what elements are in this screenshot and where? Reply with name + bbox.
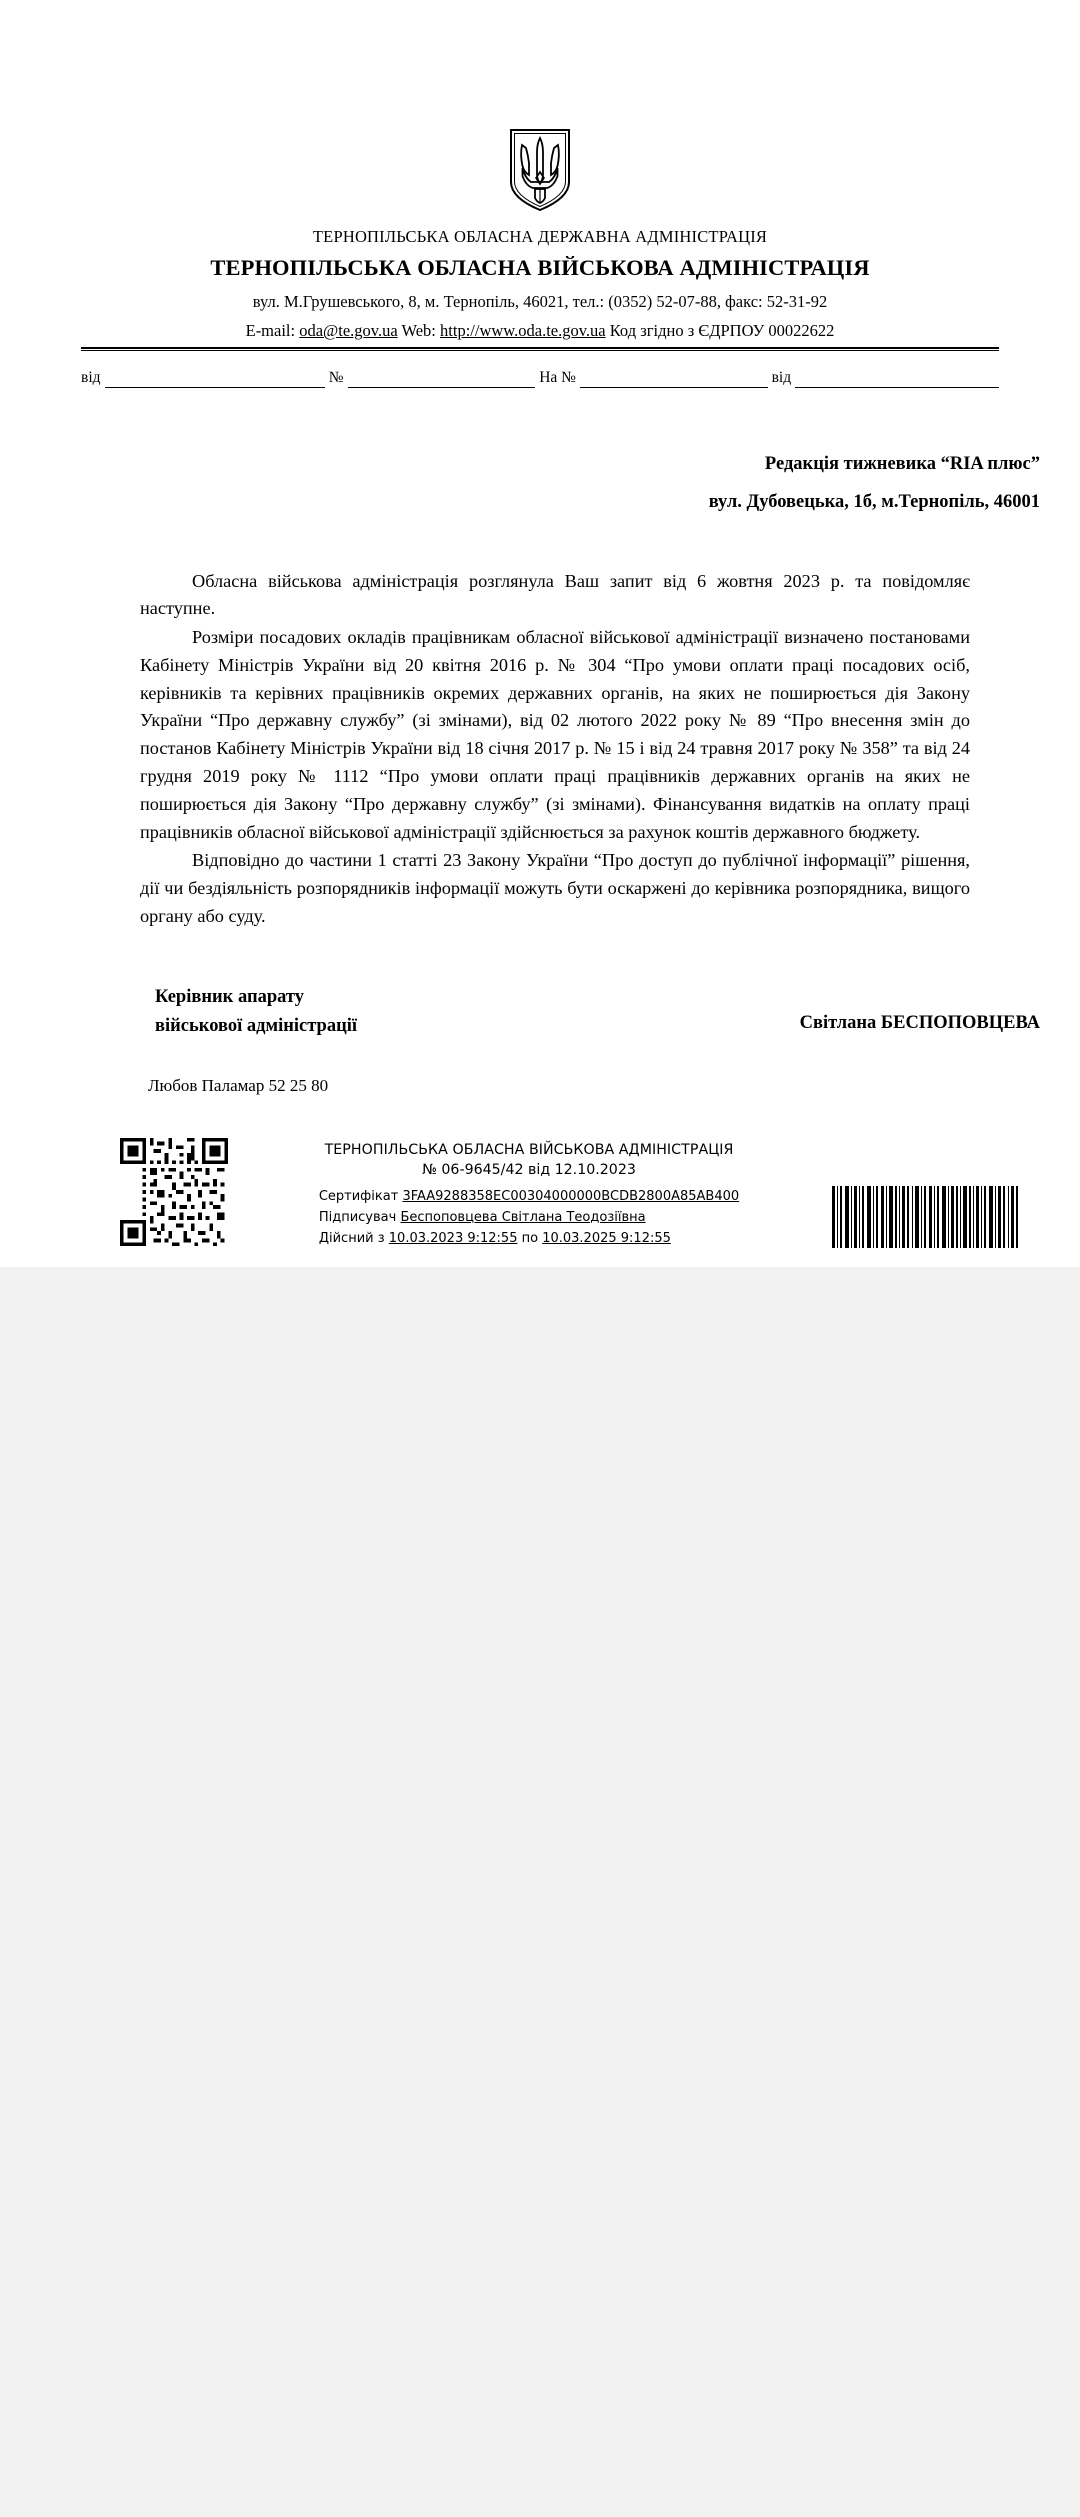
dsig-signer-label: Підписувач <box>318 1209 397 1225</box>
reference-number-field[interactable] <box>348 374 536 388</box>
qr-code-icon <box>120 1138 228 1246</box>
signer-name: Світлана БЕСПОПОВЦЕВА <box>799 1012 1040 1033</box>
letterhead-contact-line <box>0 319 1080 342</box>
barcode-icon <box>830 1162 1020 1224</box>
executor-contact: Любов Паламар 52 25 80 <box>148 1076 329 1096</box>
addressee-address: вул. Дубовецька, 1б, м.Тернопіль, 46001 <box>708 491 1040 512</box>
reference-from-2-label: від <box>771 368 792 386</box>
reference-on-number-field[interactable] <box>580 374 768 388</box>
addressee-block <box>0 446 1040 522</box>
signature-block <box>155 983 1040 1040</box>
dsig-certificate-label: Сертифікат <box>318 1188 399 1204</box>
dsig-valid-to: 10.03.2025 9:12:55 <box>542 1230 671 1246</box>
page-background-area <box>0 1267 1080 2517</box>
letterhead-address-line: вул. М.Грушевського, 8, м. Тернопіль, 46021, тел.: (0352) 52-07-88, факс: 52-31-92 <box>252 291 828 311</box>
dsig-document-number: № 06-9645/42 від 12.10.2023 <box>422 1162 636 1179</box>
reference-from-2-field[interactable] <box>795 374 999 388</box>
dsig-certificate-value: 3FAA9288358EC00304000000BCDB2800A85AB400 <box>402 1188 740 1204</box>
dsig-certificate-row <box>319 1186 739 1207</box>
reference-from-label: від <box>81 368 101 386</box>
letterhead-line-state-admin: ТЕРНОПІЛЬСЬКА ОБЛАСНА ДЕРЖАВНА АДМІНІСТРАЦІЯ <box>312 227 768 246</box>
dsig-organization: ТЕРНОПІЛЬСЬКА ОБЛАСНА ВІЙСЬКОВА АДМІНІСТРАЦІЯ <box>324 1142 734 1159</box>
letterhead-divider <box>81 347 999 351</box>
reference-from-field[interactable] <box>105 374 325 388</box>
signer-position <box>155 983 357 1040</box>
letterhead-line-military-admin: ТЕРНОПІЛЬСЬКА ОБЛАСНА ВІЙСЬКОВА АДМІНІСТРАЦІЯ <box>210 255 870 281</box>
dsig-valid-from: 10.03.2023 9:12:55 <box>388 1230 518 1246</box>
digital-signature-details <box>244 1138 814 1248</box>
document-body <box>140 568 970 931</box>
reference-number-label: № <box>328 368 344 386</box>
reference-row <box>81 369 999 388</box>
letterhead <box>0 226 1080 351</box>
website-link[interactable]: http://www.oda.te.gov.ua <box>440 321 606 341</box>
emblem-container <box>0 0 1080 212</box>
dsig-validity-row <box>319 1228 739 1249</box>
signer-position-line-2: військової адміністрації <box>155 1015 358 1036</box>
ukraine-coat-of-arms-icon <box>509 128 571 212</box>
addressee-organization: Редакція тижневика “RIA плюс” <box>764 453 1040 474</box>
dsig-valid-mid: по <box>521 1230 539 1246</box>
body-paragraph-2: Розміри посадових окладів працівникам обласної військової адміністрації визначено постановами Кабінету Міністрів України від 20 квітня 2016 р. № 304 “Про умови оплати праці посадових осіб, керівників та керівних працівників окремих державних органів, на яких не поширюється дія Закону України “Про державну службу” (зі змінами), від 02 лютого 2022 року № 89 “Про внесення змін до постанов Кабінету Міністрів України від 18 січня 2017 р. № 15 і від 24 травня 2017 року № 358” та від 24 грудня 2019 року № 1112 “Про умови оплати праці працівників державних органів на яких не поширюється дія Закону “Про державну службу” (зі змінами). Фінансування видатків на оплату праці працівників обласної військової адміністрації здійснюється за рахунок коштів державного бюджету. <box>140 627 970 842</box>
dsig-valid-label: Дійсний з <box>318 1230 385 1246</box>
digital-signature-block <box>0 1138 1080 1248</box>
body-paragraph-1: Обласна військова адміністрація розглянула Ваш запит від 6 жовтня 2023 р. та повідомляє наступне. <box>140 570 970 619</box>
reference-on-number-label: На № <box>539 368 576 386</box>
body-paragraph-3: Відповідно до частини 1 статті 23 Закону України “Про доступ до публічної інформації” рішення, дії чи бездіяльність розпорядників інформації можуть бути оскаржені до керівника розпорядника, вищого органу або суду. <box>140 850 970 927</box>
dsig-signer-row <box>319 1207 739 1228</box>
email-link[interactable]: oda@te.gov.ua <box>299 321 398 341</box>
email-label: E-mail: <box>245 321 300 341</box>
dsig-signer-value: Беспоповцева Світлана Теодозіївна <box>400 1209 646 1225</box>
edrpou-code: Код згідно з ЄДРПОУ 00022622 <box>605 321 835 341</box>
signer-position-line-1: Керівник апарату <box>155 986 305 1007</box>
web-label: Web: <box>397 321 441 341</box>
dsig-certificate-details <box>319 1186 739 1249</box>
